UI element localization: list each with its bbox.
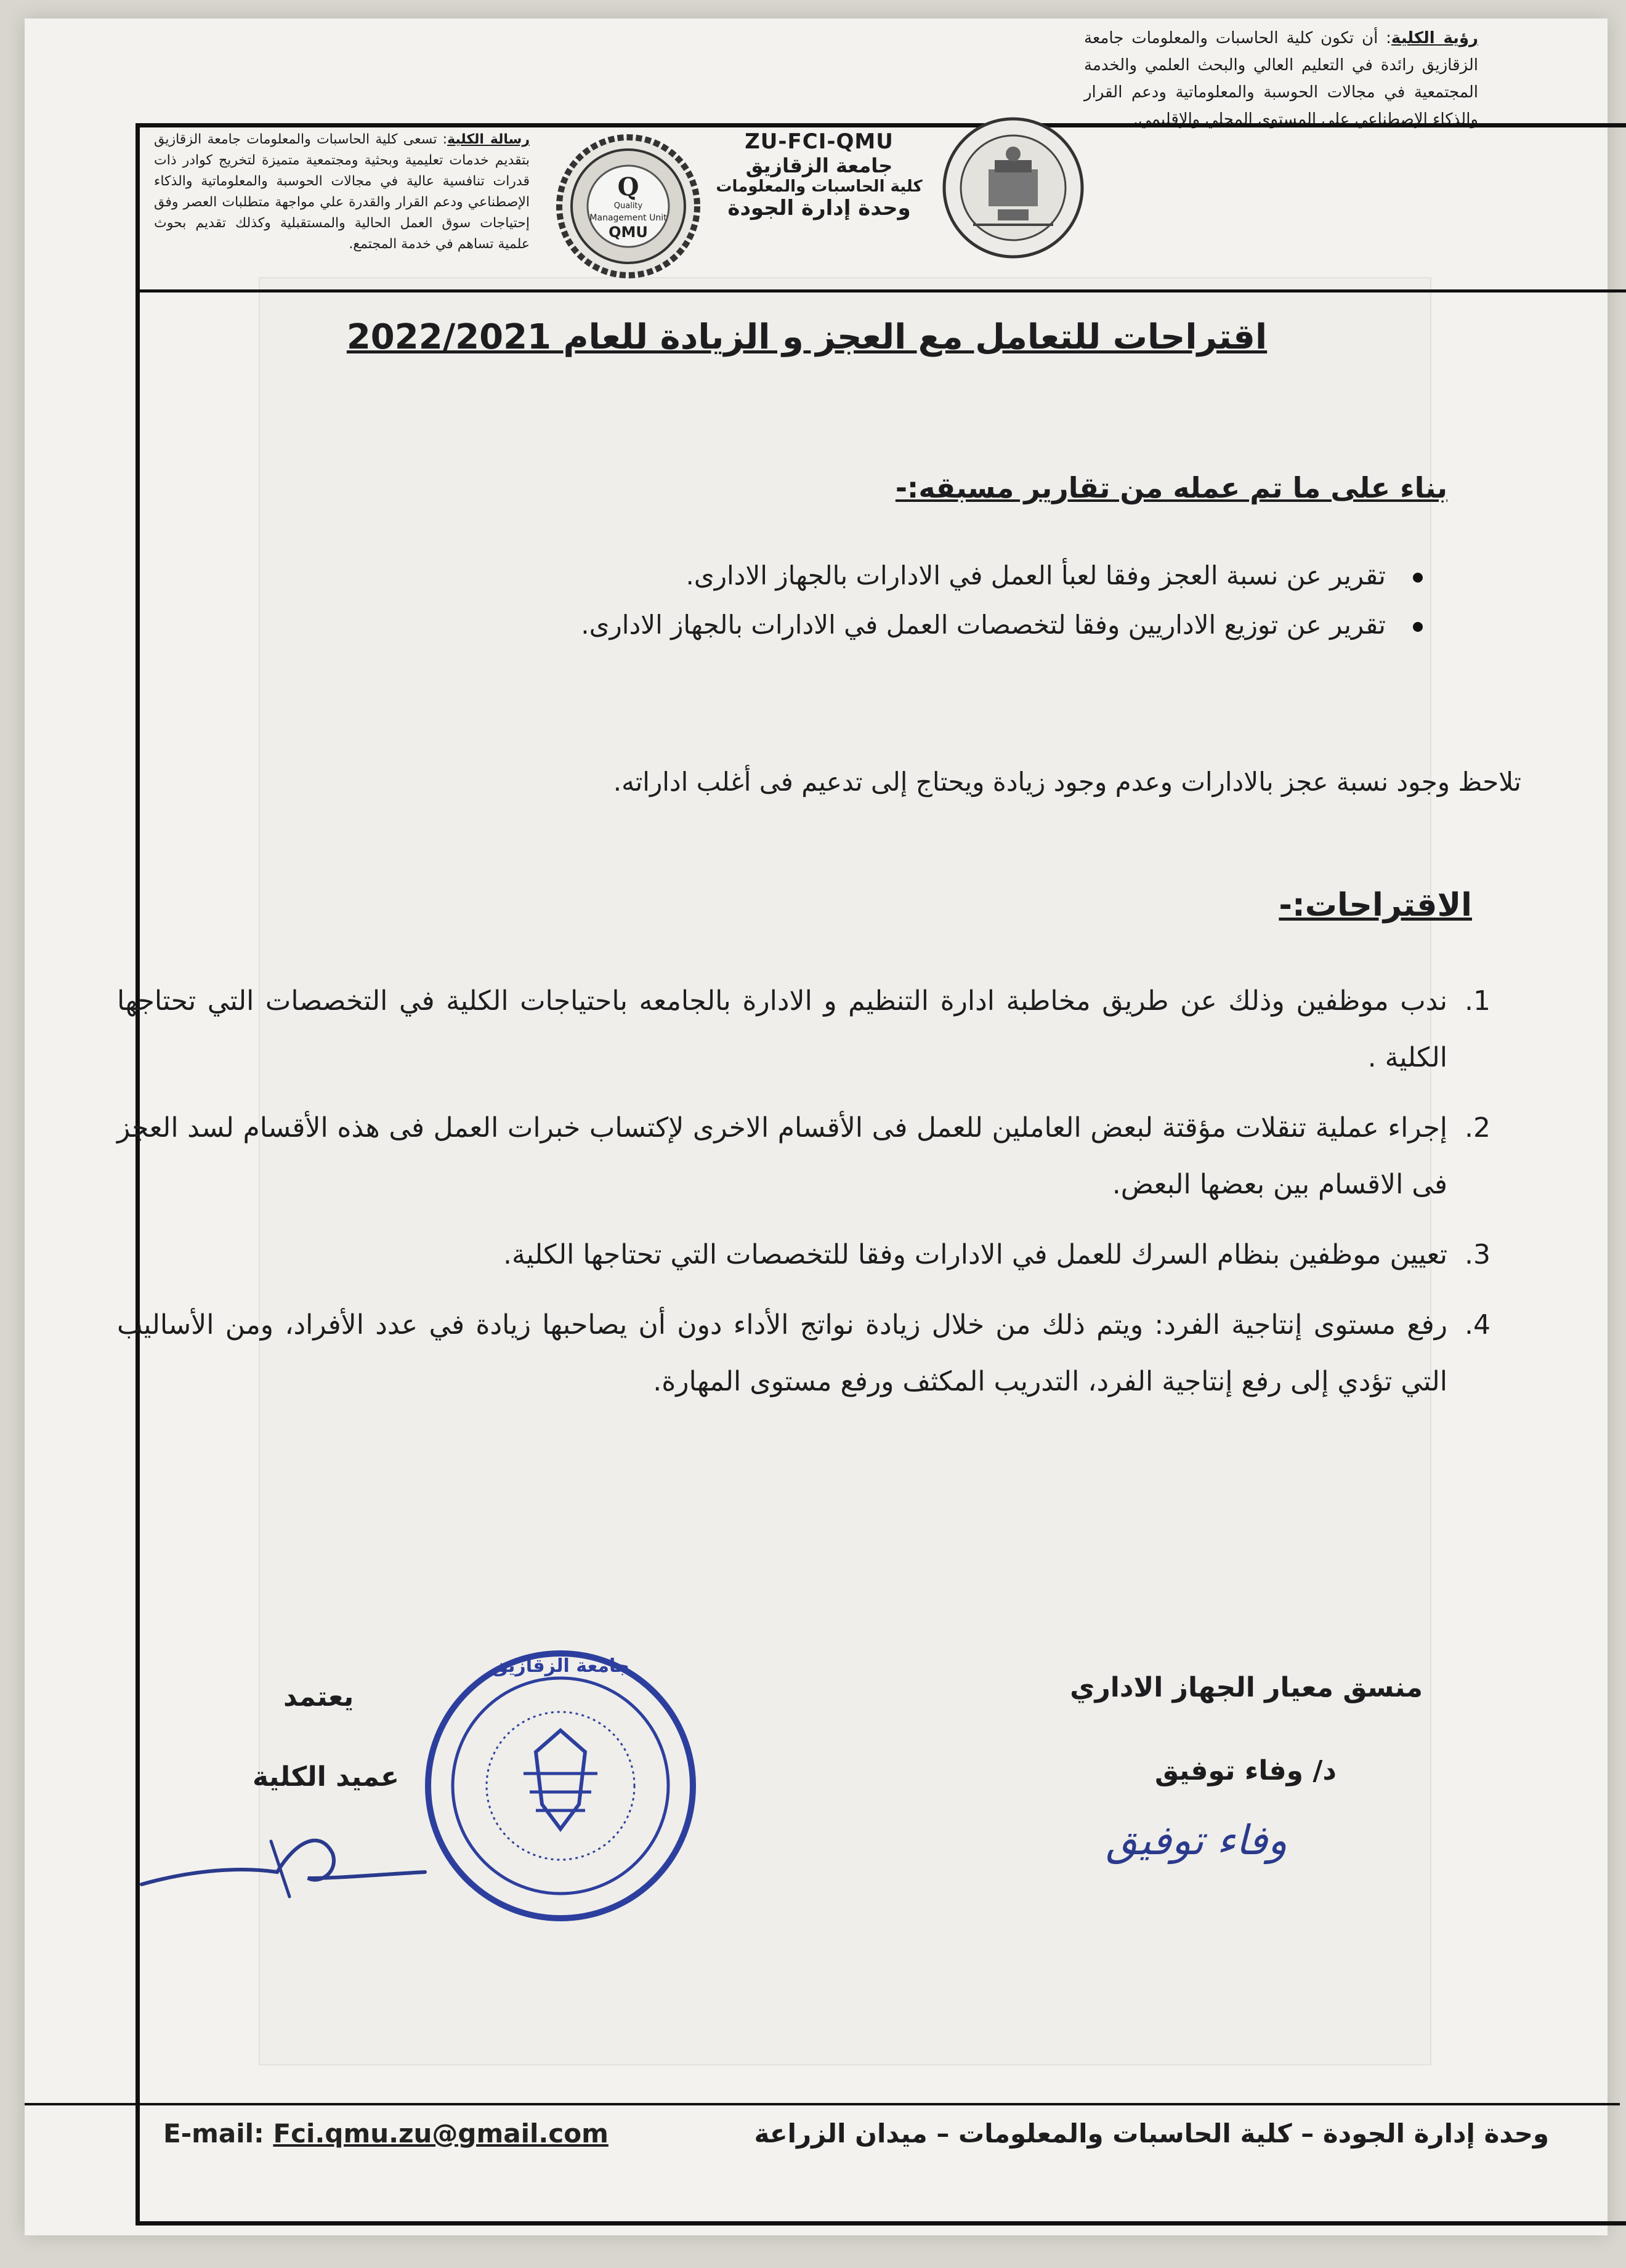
university-name: جامعة الزقازيق: [745, 154, 893, 177]
suggestion-text: تعيين موظفين بنظام السرك للعمل في الادارات وفقا للتخصصات التي تحتاجها الكلية.: [503, 1239, 1447, 1270]
dean-role: عميد الكلية: [253, 1761, 400, 1793]
qmu-badge-logo: [554, 132, 702, 280]
badge-abbr-text: QMU: [609, 224, 648, 241]
bullet-item: [320, 603, 1429, 647]
document-title: [345, 317, 1269, 357]
title-year: 2022/2021: [346, 317, 551, 357]
footer-divider: [25, 2103, 1620, 2105]
suggestion-item: [117, 1297, 1491, 1410]
bullet-dot: [1413, 573, 1423, 583]
vision-label: رؤية الكلية: [1391, 29, 1478, 47]
bullet-item: [320, 554, 1429, 597]
suggestion-number: 2.: [1465, 1112, 1491, 1144]
mission-text: : تسعى كلية الحاسبات والمعلومات جامعة الزقازيق بتقديم خدمات تعليمية وبحثية ومجتمعية متميزة لتخريج كوادر ذات قدرات تنافسية عالية في مجالات الحوسبة والمعلوماتية والذكاء الإصطناعي ودعم القرار والقدرة علي مواجهة متطلبات العصر وفق إحتياجات سوق العمل الحالية والمستقبلية وكذلك تقديم بحوث علمية تساهم في خدمة المجتمع.: [154, 132, 530, 252]
badge-unit-text: Management Unit: [589, 213, 667, 223]
suggestion-item: [117, 973, 1491, 1086]
header-divider: [139, 289, 1626, 293]
email-label: E-mail:: [163, 2118, 264, 2149]
unit-name: وحدة إدارة الجودة: [727, 196, 911, 220]
coordinator-handwritten-signature: وفاء توفيق: [1106, 1817, 1287, 1864]
bullet-text: تقرير عن توزيع الاداريين وفقا لتخصصات العمل في الادارات بالجهاز الادارى.: [581, 610, 1386, 640]
faculty-name: كلية الحاسبات والمعلومات: [716, 177, 923, 196]
faculty-emblem-logo: [936, 111, 1090, 265]
suggestion-item: [117, 1227, 1491, 1283]
title-text: اقتراحات للتعامل مع العجز و الزيادة للعام: [563, 317, 1268, 357]
bullet-text: تقرير عن نسبة العجز وفقا لعبأ العمل في الادارات بالجهاز الادارى.: [686, 560, 1386, 591]
official-stamp: [419, 1644, 702, 1927]
footer-address: وحدة إدارة الجودة – كلية الحاسبات والمعلومات – ميدان الزراعة: [754, 2118, 1549, 2149]
basis-bullets: [320, 554, 1429, 653]
svg-text:Q: Q: [617, 172, 639, 201]
observation-paragraph: تلاحظ وجود نسبة عجز بالادارات وعدم وجود زيادة ويحتاج إلى تدعيم فى أغلب اداراته.: [613, 767, 1521, 797]
document-page: [25, 18, 1608, 2235]
suggestion-text: رفع مستوى إنتاجية الفرد: ويتم ذلك من خلال زيادة نواتج الأداء دون أن يصاحبها زيادة في عدد الأفراد، ومن الأساليب التي تؤدي إلى رفع إنتاجية الفرد، التدريب المكثف ورفع مستوى المهارة.: [117, 1309, 1447, 1397]
coordinator-name: د/ وفاء توفيق: [1154, 1755, 1337, 1786]
stamp-text: جامعة الزقازيق: [491, 1655, 629, 1677]
approval-label: يعتمد: [283, 1681, 354, 1713]
dean-signature: [136, 1804, 443, 1915]
suggestion-text: ندب موظفين وذلك عن طريق مخاطبة ادارة التنظيم و الادارة بالجامعه باحتياجات الكلية في التخصصات التي تحتاجها الكلية .: [117, 985, 1447, 1073]
suggestion-number: 1.: [1465, 985, 1491, 1017]
qmu-code: ZU-FCI-QMU: [745, 129, 894, 154]
mission-label: رسالة الكلية: [447, 132, 530, 147]
suggestion-number: 4.: [1465, 1309, 1491, 1341]
basis-heading: بناء على ما تم عمله من تقارير مسبقه:-: [895, 471, 1447, 504]
bullet-dot: [1413, 622, 1423, 632]
suggestion-number: 3.: [1465, 1239, 1491, 1270]
college-mission: [154, 129, 530, 255]
coordinator-role: منسق معيار الجهاز الاداري: [1070, 1672, 1423, 1703]
suggestions-list: [117, 973, 1491, 1424]
badge-quality-text: Quality: [613, 201, 643, 211]
college-vision: [1084, 25, 1478, 133]
footer-email: [163, 2118, 609, 2149]
email-link[interactable]: Fci.qmu.zu@gmail.com: [273, 2118, 609, 2149]
vision-text: : أن تكون كلية الحاسبات والمعلومات جامعة الزقازيق رائدة في التعليم العالي والبحث العلمي والخدمة المجتمعية في مجالات الحوسبة والمعلوماتية ودعم القرار والذكاء الإصطناعي على المستوى المحلي والإقليمي.: [1084, 29, 1478, 129]
suggestions-heading: الاقتراحات:-: [1279, 887, 1472, 924]
header-center-block: [714, 129, 924, 220]
suggestion-item: [117, 1100, 1491, 1213]
suggestion-text: إجراء عملية تنقلات مؤقتة لبعض العاملين للعمل فى الأقسام الاخرى لإكتساب خبرات العمل فى هذه الأقسام لسد العجز فى الاقسام بين بعضها البعض.: [117, 1112, 1447, 1200]
